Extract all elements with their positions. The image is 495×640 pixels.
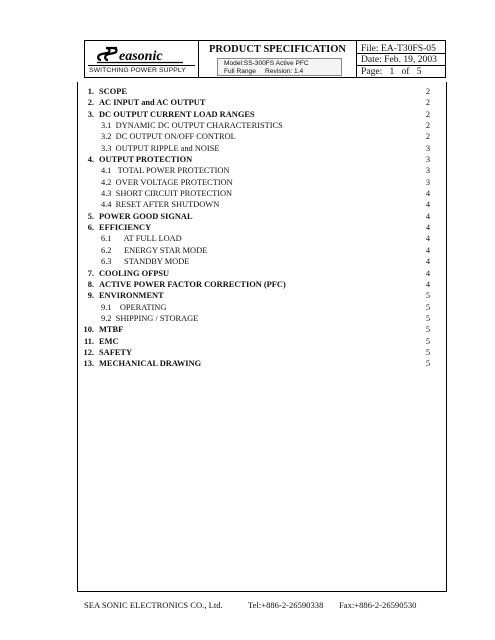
toc-entry-page: 2 — [425, 98, 430, 108]
toc-entry-label: AC INPUT and AC OUTPUT — [99, 98, 206, 108]
toc-entry-page: 4 — [425, 234, 430, 244]
toc-entry-number: 8. — [87, 279, 94, 289]
document-date: Date: Feb. 19, 2003 — [361, 54, 437, 65]
toc-entry-page: 3 — [425, 155, 430, 165]
logo-caption: SWITCHING POWER SUPPLY — [89, 67, 186, 74]
toc-entry-label: 9.2 SHIPPING / STORAGE — [101, 313, 199, 323]
toc-entry-page: 2 — [425, 109, 430, 119]
toc-entry — [80, 109, 430, 120]
toc-entry-page: 4 — [425, 279, 430, 289]
toc-entry-number: 3. — [87, 109, 94, 119]
toc-entry — [80, 165, 430, 176]
toc-entry-label: SAFETY — [99, 347, 133, 357]
table-of-contents — [80, 86, 430, 370]
toc-entry — [80, 154, 430, 165]
toc-entry-page: 4 — [425, 223, 430, 233]
toc-entry-page: 5 — [425, 325, 430, 335]
toc-entry-label: OUTPUT PROTECTION — [99, 155, 193, 165]
phone-number: Tel:+886-2-26590338 — [248, 600, 324, 610]
title-cell — [199, 41, 356, 77]
toc-entry — [80, 290, 430, 301]
toc-entry-number: 7. — [87, 268, 94, 278]
toc-entry — [80, 233, 430, 244]
toc-entry-label: 4.3 SHORT CIRCUIT PROTECTION — [101, 189, 233, 199]
toc-entry — [80, 222, 430, 233]
toc-entry — [80, 86, 430, 97]
toc-entry-page: 4 — [425, 268, 430, 278]
toc-entry-label: 9.1 OPERATING — [101, 302, 167, 312]
logo-cell — [85, 41, 199, 77]
toc-entry — [80, 256, 430, 267]
document-header — [84, 40, 446, 78]
toc-entry — [80, 245, 430, 256]
toc-entry-label: 3.1 DYNAMIC DC OUTPUT CHARACTERISTICS — [101, 121, 283, 131]
toc-entry — [80, 120, 430, 131]
toc-entry-page: 3 — [425, 166, 430, 176]
toc-entry-page: 4 — [425, 245, 430, 255]
toc-entry — [80, 143, 430, 154]
toc-entry — [80, 347, 430, 358]
toc-entry-label: 4.2 OVER VOLTAGE PROTECTION — [101, 177, 233, 187]
toc-entry-label: EMC — [99, 336, 119, 346]
fax-number: Fax:+886-2-26590530 — [339, 600, 417, 610]
toc-entry — [80, 279, 430, 290]
toc-entry-number: 6. — [87, 223, 94, 233]
toc-entry — [80, 358, 430, 369]
toc-entry-number: 4. — [87, 155, 94, 165]
company-name: SEA SONIC ELECTRONICS CO., Ltd. — [84, 600, 223, 610]
toc-entry-page: 3 — [425, 143, 430, 153]
toc-entry-label: 3.3 OUTPUT RIPPLE and NOISE — [101, 143, 220, 153]
toc-entry — [80, 199, 430, 210]
toc-entry — [80, 336, 430, 347]
toc-entry-page: 5 — [425, 291, 430, 301]
toc-entry-page: 2 — [425, 87, 430, 96]
document-title: PRODUCT SPECIFICATION — [208, 44, 346, 55]
toc-entry — [80, 131, 430, 142]
toc-entry-label: MTBF — [99, 325, 124, 335]
toc-entry — [80, 211, 430, 222]
toc-entry-number: 13. — [83, 359, 94, 369]
toc-entry-page: 5 — [425, 359, 430, 369]
toc-entry-page: 2 — [425, 121, 430, 131]
toc-entry — [80, 302, 430, 313]
page-number: Page: 1 of 5 — [361, 66, 422, 77]
toc-entry-page: 5 — [425, 302, 430, 312]
toc-entry-number: 12. — [83, 347, 94, 357]
toc-entry-label: 6.1 AT FULL LOAD — [101, 234, 182, 244]
toc-entry — [80, 268, 430, 279]
toc-entry-label: MECHANICAL DRAWING — [99, 359, 202, 369]
file-info-cell — [356, 41, 445, 77]
revision-line: Full Range Revision: 1.4 — [224, 68, 304, 75]
model-line: Model:SS-300FS Active PFC — [224, 60, 309, 67]
toc-entry-label: 6.3 STANDBY MODE — [101, 257, 190, 267]
toc-entry-number: 1. — [87, 87, 94, 96]
toc-entry-label: SCOPE — [99, 87, 127, 96]
toc-entry — [80, 188, 430, 199]
toc-entry — [80, 313, 430, 324]
toc-entry-label: 4.1 TOTAL POWER PROTECTION — [101, 166, 230, 176]
seasonic-logo — [95, 44, 185, 64]
toc-entry-number: 9. — [87, 291, 94, 301]
svg-text:easonic: easonic — [119, 49, 163, 64]
toc-entry-label: 6.2 ENERGY STAR MODE — [101, 245, 208, 255]
toc-entry-label: ACTIVE POWER FACTOR CORRECTION (PFC) — [99, 279, 286, 289]
toc-entry-label: COOLING OFPSU — [99, 268, 170, 278]
toc-entry — [80, 324, 430, 335]
toc-entry-label: ENVIRONMENT — [99, 291, 164, 301]
toc-entry-page: 4 — [425, 211, 430, 221]
toc-entry-page: 5 — [425, 347, 430, 357]
toc-entry-number: 5. — [87, 211, 94, 221]
toc-entry-number: 2. — [87, 98, 94, 108]
toc-entry-page: 3 — [425, 177, 430, 187]
toc-entry-number: 11. — [83, 336, 94, 346]
toc-entry — [80, 97, 430, 108]
toc-entry-page: 5 — [425, 313, 430, 323]
toc-entry-page: 4 — [425, 189, 430, 199]
file-number: File: EA-T30FS-05 — [361, 43, 436, 54]
toc-entry — [80, 177, 430, 188]
toc-entry-page: 5 — [425, 336, 430, 346]
toc-entry-page: 2 — [425, 132, 430, 142]
toc-entry-label: EFFICIENCY — [99, 223, 152, 233]
toc-entry-page: 4 — [425, 200, 430, 210]
toc-entry-label: POWER GOOD SIGNAL — [99, 211, 193, 221]
model-box — [217, 58, 342, 76]
toc-entry-label: DC OUTPUT CURRENT LOAD RANGES — [99, 109, 255, 119]
logo-divider — [88, 65, 195, 66]
toc-entry-number: 10. — [83, 325, 94, 335]
toc-entry-label: 4.4 RESET AFTER SHUTDOWN — [101, 200, 220, 210]
toc-entry-label: 3.2 DC OUTPUT ON/OFF CONTROL — [101, 132, 236, 142]
toc-entry-page: 4 — [425, 257, 430, 267]
